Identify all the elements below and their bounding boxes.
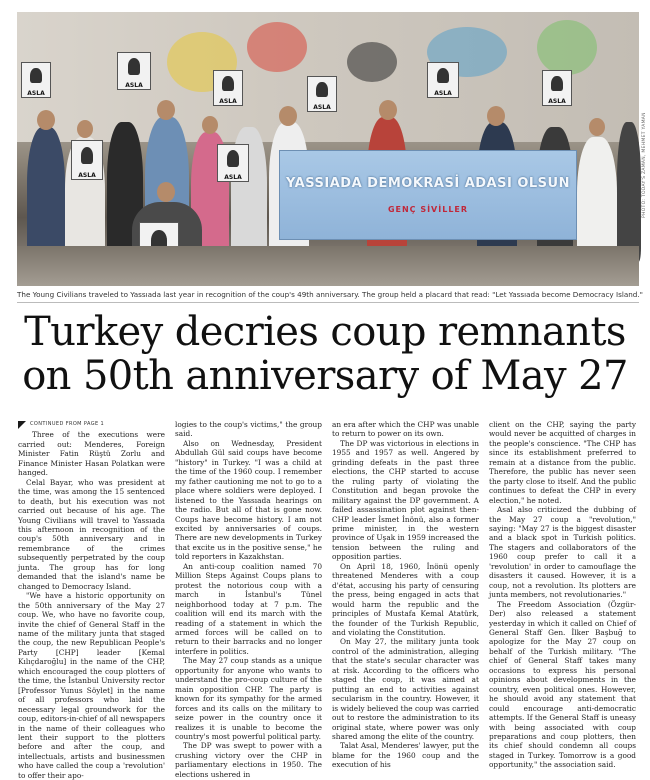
- graffiti-blob: [347, 42, 397, 82]
- graffiti-blob: [247, 22, 307, 72]
- protest-sign-text: ASLA: [125, 82, 143, 89]
- continued-arrow-icon: [18, 421, 26, 429]
- paragraph: Also on Wednesday, President Abdullah Gül said coups have become "history" in Turkey. "I was a child at the time of the 1960 coup. I remember my father cautioning me not to go to a place where soldiers were deployed. I listened to the Yassıada hearings on the radio. But all of that is gone now. Coups have become history. I am not excited by anniversaries of coups. There are new developments in Turkey that excite us in the positive sense," he told reporters in Kazakhstan.: [175, 438, 322, 562]
- headline: [10, 310, 640, 398]
- paragraph: On May 27, the military junta took control of the administration, alleging that the state's secular character was at risk. According to the officers who staged the coup, it was aimed at putting an end to activities against secularism in the country. However, it is widely believed the coup was carried out to restore the administration to its original state, where power was only shared among the elite of the country.: [332, 637, 479, 741]
- protest-sign: [21, 62, 51, 98]
- article-column-2: [175, 420, 322, 779]
- protest-sign-text: ASLA: [548, 98, 566, 105]
- protester-head: [77, 120, 93, 138]
- paragraph: Talat Asal, Menderes' lawyer, put the blame for the 1960 coup and the execution of his: [332, 741, 479, 770]
- divider: [17, 302, 639, 303]
- protest-sign-text: ASLA: [219, 98, 237, 105]
- protest-sign: [217, 144, 249, 182]
- photo-caption: The Young Civilians traveled to Yassıada last year in recognition of the coup's 49th anniversary. The group held a placard that read: "Let Yassıada become Democracy Island.": [17, 290, 643, 299]
- paragraph: logies to the coup's victims," the group said.: [175, 420, 322, 439]
- protest-sign: [427, 62, 459, 98]
- protester-head: [157, 100, 175, 120]
- photo-credit: PHOTO: TODAY'S ZAMAN, MEHMET YAMAN: [642, 112, 647, 218]
- protester-head: [37, 110, 55, 130]
- article-column-1: [18, 420, 165, 780]
- protester-head: [279, 106, 297, 126]
- paragraph: Celal Bayar, who was president at the time, was among the 15 sentenced to death, but his execution was not carried out because of his age. The Young Civilians will travel to Yassıada this afternoon in recognition of the coup's 50th anniversary and in remembrance of the crimes subsequently perpetrated by the coup junta. The group has for long demanded that the island's name be changed to Democracy Island.: [18, 477, 165, 591]
- paragraph: An anti-coup coalition named 70 Million Steps Against Coups plans to protest the notorious coup with a march in İstanbul's Tünel neighborhood today at 7 p.m. The coalition will end its march with the reading of a statement in which the armed forces will be called on to return to their barracks and no longer interfere in politics.: [175, 561, 322, 656]
- protest-sign-text: ASLA: [224, 174, 242, 181]
- paragraph: client on the CHP, saying the party would never be acquitted of charges in the people's conscience. "The CHP has since its establishment preferred to remain at a distance from the public. Therefore, the public has never seen the party close to itself. And the public continues to defeat the CHP in every election," he noted.: [489, 420, 636, 505]
- protester: [617, 122, 641, 262]
- protest-sign: [213, 70, 243, 106]
- paragraph: The DP was swept to power with a crushing victory over the CHP in parliamentary elections in 1950. The elections ushered in: [175, 741, 322, 779]
- protester-head: [157, 182, 175, 202]
- graffiti-blob: [537, 20, 597, 75]
- protest-sign: [117, 52, 151, 90]
- paragraph: The May 27 coup stands as a unique opportunity for anyone who wants to understand the pro-coup culture of the main opposition CHP. The party is known for its sympathy for the armed forces and its calls on the military to seize power in the country once it realizes it is unable to become the country's most powerful political party.: [175, 656, 322, 741]
- article-column-3: [332, 420, 479, 770]
- protester-head: [487, 106, 505, 126]
- pavement: [17, 246, 639, 286]
- protester-head: [379, 100, 397, 120]
- headline-line-2: on 50th anniversary of May 27: [22, 353, 628, 399]
- protest-sign-text: ASLA: [313, 104, 331, 111]
- banner-title: YASSIADA DEMOKRASİ ADASI OLSUN: [286, 176, 570, 191]
- news-photo: [17, 12, 639, 286]
- paragraph: Three of the executions were carried out: Menderes, Foreign Minister Fatin Rüştü Zorlu and Finance Minister Hasan Polatkan were hanged.: [18, 430, 165, 478]
- headline-line-1: Turkey decries coup remnants: [24, 309, 626, 355]
- democracy-banner: [279, 150, 577, 240]
- protest-sign: [307, 76, 337, 112]
- paragraph: The Freedom Association (Özgür-Der) also released a statement yesterday in which it called on Chief of General Staff Gen. İlker Başbuğ to apologize for the May 27 coup on behalf of the Turkish military. "The chief of General Staff takes many occasions to express his personal opinions about developments in the country, even political ones. However, he should avoid any statement that could encourage anti-democratic attempts. If the General Staff is uneasy with being associated with coup preparations and coup plotters, then its chief should condemn all coups staged in Turkey. Tomorrow is a good opportunity," the association said.: [489, 599, 636, 770]
- continued-label: CONTINUED FROM PAGE 1: [30, 421, 105, 427]
- article-body: [18, 420, 640, 780]
- protester-head: [202, 116, 218, 134]
- protest-sign-text: ASLA: [78, 172, 96, 179]
- protest-sign: [542, 70, 572, 106]
- banner-subtitle: GENÇ SİVİLLER: [387, 205, 469, 214]
- protest-sign-text: ASLA: [27, 90, 45, 97]
- protest-sign-text: ASLA: [434, 90, 452, 97]
- article-column-4: [489, 420, 636, 770]
- paragraph: The DP was victorious in elections in 1955 and 1957 as well. Angered by grinding defeats in the past three elections, the CHP started to accuse the ruling party of violating the Constitution and began provoke the military against the DP government. A failed assassination plot against then-CHP leader İsmet İnönü, also a former prime minister, in the western province of Uşak in 1959 increased the tension between the ruling and opposition parties.: [332, 438, 479, 562]
- protest-sign: [71, 140, 103, 180]
- paragraph: an era after which the CHP was unable to return to power on its own.: [332, 420, 479, 439]
- protester-head: [589, 118, 605, 136]
- paragraph: On April 18, 1960, İnönü openly threatened Menderes with a coup d'état, accusing his party of censuring the press, being engaged in acts that would harm the republic and the principles of Mustafa Kemal Atatürk, the founder of the Turkish Republic, and violating the Constitution.: [332, 561, 479, 637]
- continued-marker: [18, 420, 165, 429]
- paragraph: "We have a historic opportunity on the 50th anniversary of the May 27 coup. We, who have no favorite coup, invite the chief of General Staff in the name of the military junta that staged the coup, the new Republican People's Party [CHP] leader [Kemal Kılıçdaroğlu] in the name of the CHP, which encouraged the coup plotters of the time, the İstanbul University rector [Professor Yunus Söylet] in the name of all professors who laid the necessary legal groundwork for the coup, editors-in-chief of all newspapers in the name of their colleagues who lent their support to the plotters before and after the coup, and intellectuals, artists and businessmen who have called the coup a 'revolution' to offer their apo-: [18, 591, 165, 780]
- paragraph: Asal also criticized the dubbing of the May 27 coup a "revolution," saying: "May 27 is the biggest disaster and a black spot in Turkish politics. The stagers and collaborators of the 1960 coup prefer to call it a 'revolution' in order to camouflage the disasters it caused. However, it is a coup, not a revolution. Its plotters are junta members, not revolutionaries.": [489, 505, 636, 600]
